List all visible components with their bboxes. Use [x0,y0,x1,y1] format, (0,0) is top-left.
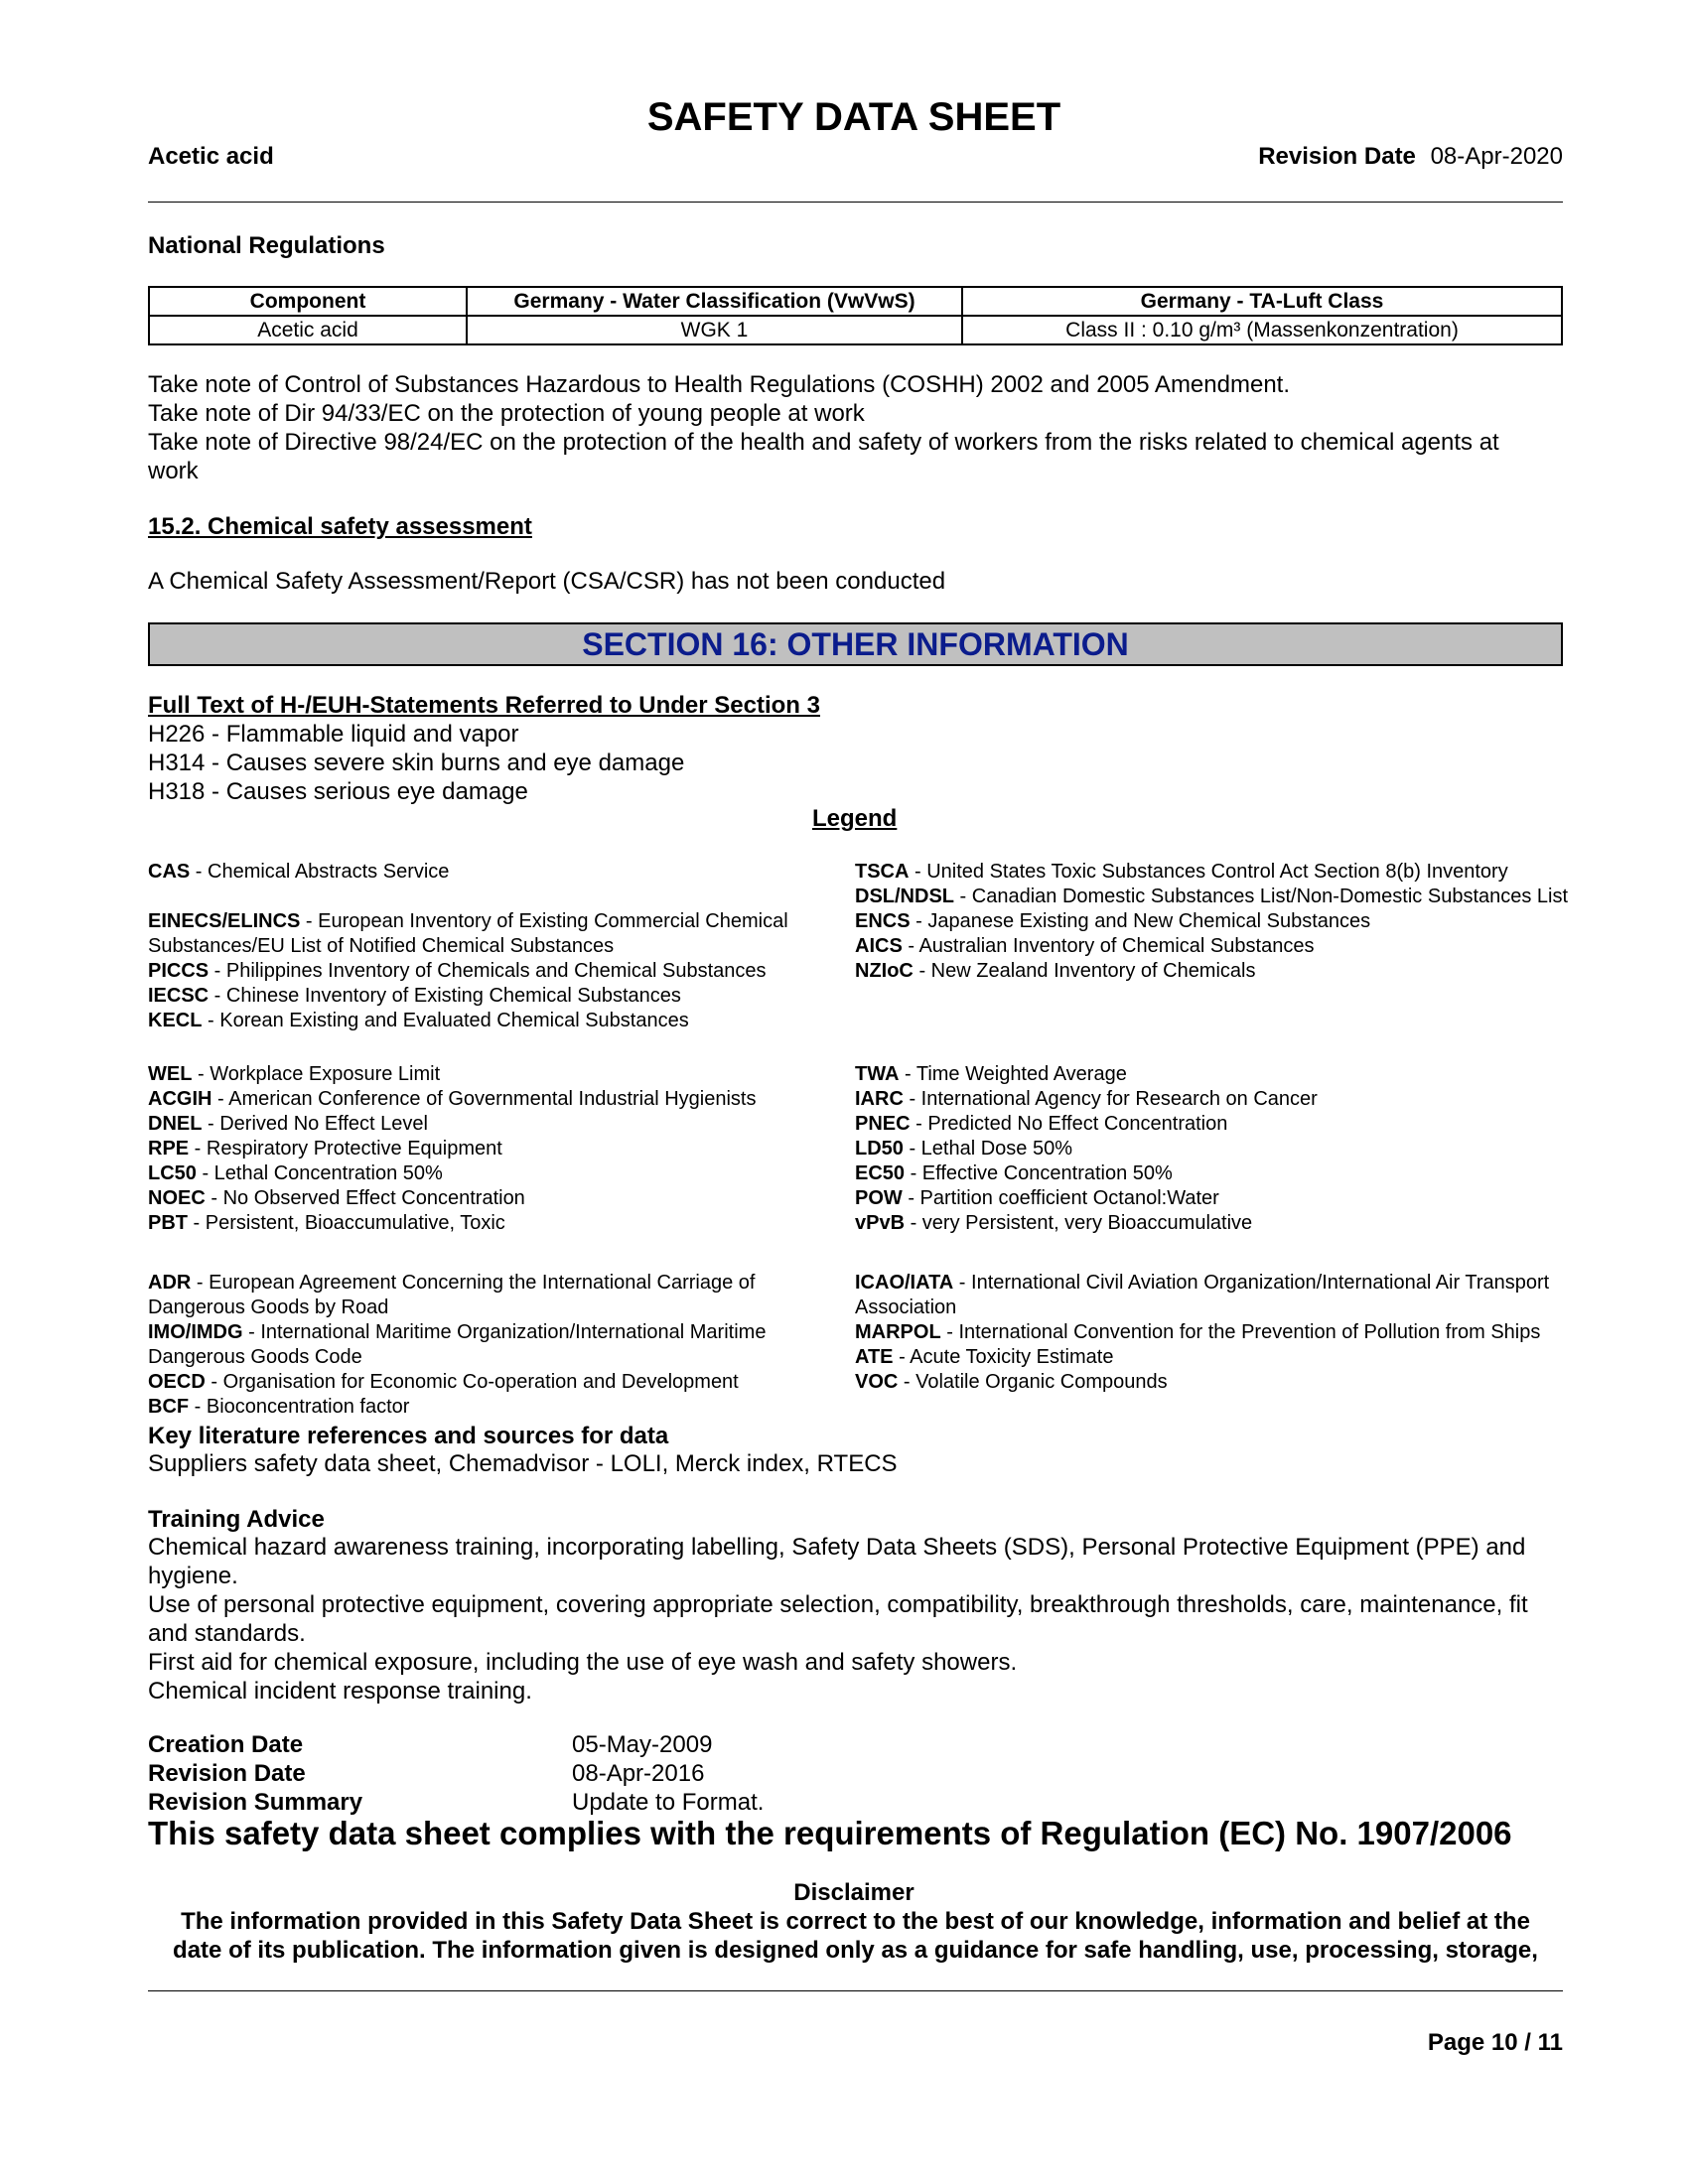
legend-item: OECD - Organisation for Economic Co-operation and Development [148,1371,739,1393]
legend-item: PICCS - Philippines Inventory of Chemicals and Chemical Substances [148,960,767,982]
h-statements-heading: Full Text of H-/EUH-Statements Referred to Under Section 3 [148,692,820,719]
note-line: Take note of Control of Substances Hazardous to Health Regulations (COSHH) 2002 and 2005 Amendment. [148,371,1290,398]
regulation-notes [148,370,1568,485]
note-line: Take note of Dir 94/33/EC on the protection of young people at work [148,400,865,427]
legend-item: EINECS/ELINCS - European Inventory of Existing Commercial Chemical Substances/EU List of Notified Chemical Substances [148,910,788,957]
regulations-table [148,286,1563,345]
legend-item: VOC - Volatile Organic Compounds [855,1371,1168,1393]
header-rule [148,202,1563,203]
training-line: hygiene. [148,1563,238,1589]
note-line: Take note of Directive 98/24/EC on the protection of the health and safety of workers from the risks related to chemical agents at [148,429,1499,456]
h-statements-list [148,720,684,806]
csa-text: A Chemical Safety Assessment/Report (CSA/CSR) has not been conducted [148,568,946,595]
table-row [149,316,1562,344]
legend-item: ENCS - Japanese Existing and New Chemical Substances [855,910,1371,932]
dates-labels [148,1730,362,1817]
legend-right-column [855,860,1570,984]
revision-date-header [1258,143,1563,171]
legend-item: PNEC - Predicted No Effect Concentration [855,1113,1228,1135]
revision-date-label: Revision Date [1258,143,1416,170]
note-line: work [148,458,199,484]
literature-text: Suppliers safety data sheet, Chemadvisor - LOLI, Merck index, RTECS [148,1450,898,1477]
table-cell: Acetic acid [149,316,467,344]
legend-item: BCF - Bioconcentration factor [148,1396,410,1418]
legend-item: DSL/NDSL - Canadian Domestic Substances List/Non-Domestic Substances List [855,886,1569,907]
national-regulations-heading: National Regulations [148,232,385,259]
literature-heading: Key literature references and sources for data [148,1423,669,1449]
legend-item: CAS - Chemical Abstracts Service [148,861,450,883]
disclaimer-title: Disclaimer [793,1879,914,1906]
training-line: First aid for chemical exposure, including the use of eye wash and safety showers. [148,1649,1018,1676]
table-cell: Class II : 0.10 g/m³ (Massenkonzentration) [962,316,1562,344]
table-header-cell: Component [149,287,467,316]
training-line: and standards. [148,1620,306,1647]
revision-summary-value: Update to Format. [572,1789,765,1816]
legend-item: ICAO/IATA - International Civil Aviation Organization/International Air Transport Association [855,1272,1550,1318]
compliance-statement: This safety data sheet complies with the requirements of Regulation (EC) No. 1907/2006 [148,1815,1512,1851]
table-header-cell: Germany - Water Classification (VwVwS) [467,287,962,316]
table-header-row [149,287,1562,316]
legend-left-column-2 [148,1062,853,1236]
revision-date-label-2: Revision Date [148,1760,306,1787]
training-line: Chemical hazard awareness training, incorporating labelling, Safety Data Sheets (SDS), Personal Protective Equipment (PPE) and [148,1534,1526,1561]
disclaimer-line: date of its publication. The information given is designed only as a guidance for safe handling, use, processing, storage, [173,1937,1538,1964]
legend-item: ACGIH - American Conference of Governmental Industrial Hygienists [148,1088,757,1110]
legend-item: MARPOL - International Convention for the Prevention of Pollution from Ships [855,1321,1541,1343]
list-item: H226 - Flammable liquid and vapor [148,721,519,748]
legend-item: EC50 - Effective Concentration 50% [855,1162,1173,1184]
legend-item: ADR - European Agreement Concerning the International Carriage of Dangerous Goods by Road [148,1272,756,1318]
legend-item: IARC - International Agency for Research on Cancer [855,1088,1318,1110]
revision-summary-label: Revision Summary [148,1789,363,1816]
table-cell: WGK 1 [467,316,962,344]
document-title: SAFETY DATA SHEET [646,95,1061,139]
disclaimer-text [148,1907,1563,1965]
legend-item: TWA - Time Weighted Average [855,1063,1127,1085]
legend-item: LC50 - Lethal Concentration 50% [148,1162,443,1184]
list-item: H318 - Causes serious eye damage [148,778,528,805]
legend-item: DNEL - Derived No Effect Level [148,1113,428,1135]
csa-heading: 15.2. Chemical safety assessment [148,513,532,540]
training-line: Use of personal protective equipment, covering appropriate selection, compatibility, breakthrough thresholds, care, maintenance, fit [148,1591,1528,1618]
page-number: Page 10 / 11 [1427,2029,1563,2056]
legend-heading: Legend [812,805,898,832]
training-heading: Training Advice [148,1506,325,1533]
legend-item: LD50 - Lethal Dose 50% [855,1138,1073,1160]
legend-right-column-3 [855,1271,1570,1395]
legend-item: IMO/IMDG - International Maritime Organization/International Maritime Dangerous Goods Code [148,1321,767,1368]
training-line: Chemical incident response training. [148,1678,532,1705]
legend-item: vPvB - very Persistent, very Bioaccumulative [855,1212,1253,1234]
legend-item: IECSC - Chinese Inventory of Existing Chemical Substances [148,985,681,1007]
legend-left-column-3 [148,1271,853,1420]
legend-item: ATE - Acute Toxicity Estimate [855,1346,1114,1368]
legend-item: NOEC - No Observed Effect Concentration [148,1187,525,1209]
legend-right-column-2 [855,1062,1570,1236]
section-16-title: SECTION 16: OTHER INFORMATION [148,622,1563,666]
product-name: Acetic acid [148,143,274,170]
legend-item: POW - Partition coefficient Octanol:Water [855,1187,1219,1209]
table-header-cell: Germany - TA-Luft Class [962,287,1562,316]
legend-item: NZIoC - New Zealand Inventory of Chemicals [855,960,1256,982]
creation-date-label: Creation Date [148,1731,304,1758]
disclaimer-line: The information provided in this Safety Data Sheet is correct to the best of our knowledge, information and belief at the [181,1908,1530,1935]
training-text [148,1533,1568,1706]
legend-item: RPE - Respiratory Protective Equipment [148,1138,502,1160]
legend-item: KECL - Korean Existing and Evaluated Chemical Substances [148,1010,689,1031]
legend-left-column [148,860,853,1033]
legend-item: AICS - Australian Inventory of Chemical Substances [855,935,1315,957]
legend-item: PBT - Persistent, Bioaccumulative, Toxic [148,1212,505,1234]
revision-date-value-2: 08-Apr-2016 [572,1760,705,1787]
dates-values [572,1730,764,1817]
legend-item: WEL - Workplace Exposure Limit [148,1063,441,1085]
creation-date-value: 05-May-2009 [572,1731,713,1758]
footer-rule [148,1990,1563,1991]
revision-date-value: 08-Apr-2020 [1430,143,1563,170]
legend-item: TSCA - United States Toxic Substances Control Act Section 8(b) Inventory [855,861,1508,883]
list-item: H314 - Causes severe skin burns and eye damage [148,750,685,776]
